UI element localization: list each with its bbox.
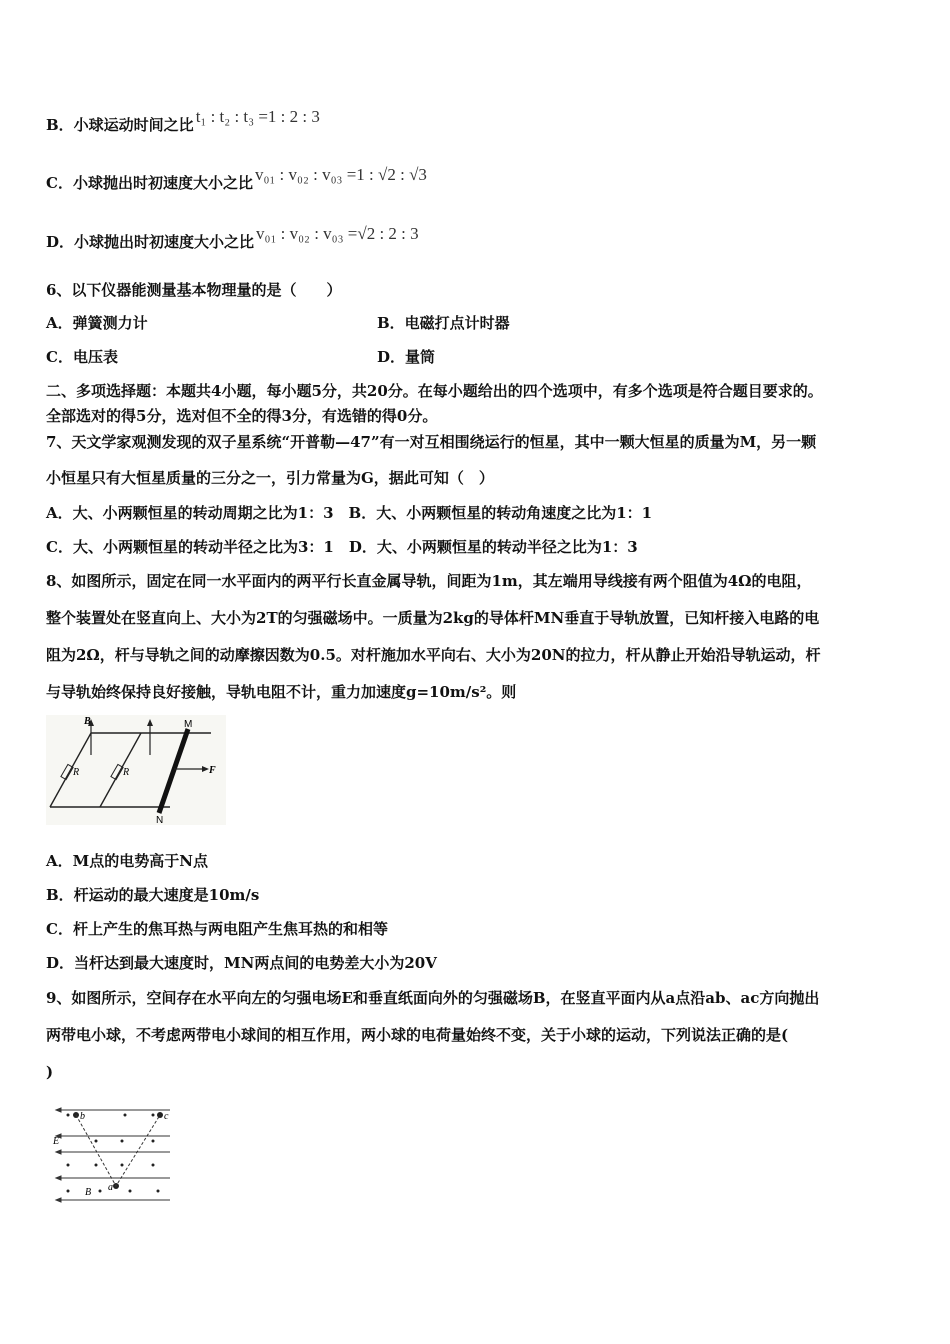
option-8a: A．M点的电势高于N点: [46, 852, 208, 870]
option-7cd: C．大、小两颗恒星的转动半径之比为3：1 D．大、小两颗恒星的转动半径之比为1：3: [46, 538, 638, 556]
option-text: B．小球运动时间之比: [46, 116, 194, 134]
field-label-b: B: [85, 1187, 92, 1198]
question-9-line1: 9、如图所示，空间存在水平向左的匀强电场E和垂直纸面向外的匀强磁场B，在竖直平面内从a点沿ab、ac方向抛出: [46, 989, 820, 1007]
option-8c: C．杆上产生的焦耳热与两电阻产生焦耳热的和相等: [46, 920, 388, 938]
question-8-line2: 整个装置处在竖直向上、大小为2T的匀强磁场中。一质量为2kg的导体杆MN垂直于导轨放置，已知杆接入电路的电: [46, 609, 820, 627]
point-label-a: a: [108, 1182, 113, 1193]
option-text: C．小球抛出时初速度大小之比: [46, 174, 253, 192]
option-6c: C．电压表: [46, 348, 118, 366]
figure-9-field-diagram: [50, 1100, 175, 1206]
option-6b: B．电磁打点计时器: [377, 314, 510, 332]
option-5c: [46, 165, 427, 193]
option-5d: [46, 224, 419, 252]
section-2-heading: 二、多项选择题：本题共4小题，每小题5分，共20分。在每小题给出的四个选项中，有多个选项是符合题目要求的。: [46, 382, 823, 400]
formula: v₀₁ : v₀₂ : v₀₃ =1 : √2 : √3: [254, 165, 427, 184]
option-6d: D．量筒: [377, 348, 436, 366]
option-8b: B．杆运动的最大速度是10m/s: [46, 886, 260, 904]
question-8-line3: 阻为2Ω，杆与导轨之间的动摩擦因数为0.5。对杆施加水平向右、大小为20N的拉力，杆从静止开始沿导轨运动，杆: [46, 646, 821, 664]
question-9-line3: ): [46, 1063, 54, 1081]
rod-label-n: N: [156, 815, 164, 825]
formula: v₀₁ : v₀₂ : v₀₃ =√2 : 2 : 3: [256, 224, 419, 243]
question-7-line1: 7、天文学家观测发现的双子星系统“开普勒—47”有一对互相围绕运行的恒星，其中一颗大恒星的质量为M，另一颗: [46, 433, 817, 451]
field-label-b: B: [84, 716, 91, 727]
resistor-label-1: R: [73, 767, 80, 778]
option-8d: D．当杆达到最大速度时，MN两点间的电势差大小为20V: [46, 954, 437, 972]
figure-8-rails-diagram: [46, 715, 226, 825]
field-label-e: E: [53, 1136, 60, 1147]
question-6: 6、以下仪器能测量基本物理量的是（ ）: [46, 281, 342, 299]
force-label-f: F: [209, 765, 216, 776]
formula: t₁ : t₂ : t₃ =1 : 2 : 3: [195, 107, 320, 126]
question-7-line2: 小恒星只有大恒星质量的三分之一，引力常量为G，据此可知（ ）: [46, 469, 494, 487]
point-label-b: b: [80, 1111, 85, 1122]
option-5b: [46, 107, 320, 135]
rod-label-m: M: [184, 719, 193, 730]
resistor-label-2: R: [123, 767, 130, 778]
option-6a: A．弹簧测力计: [46, 314, 148, 332]
section-2-heading-2: 全部选对的得5分，选对但不全的得3分，有选错的得0分。: [46, 407, 438, 425]
option-7ab: A．大、小两颗恒星的转动周期之比为1：3 B．大、小两颗恒星的转动角速度之比为1：1: [46, 504, 653, 522]
question-8-line4: 与导轨始终保持良好接触，导轨电阻不计，重力加速度g=10m/s²。则: [46, 683, 517, 701]
point-label-c: c: [164, 1111, 169, 1122]
option-text: D．小球抛出时初速度大小之比: [46, 233, 255, 251]
question-8-line1: 8、如图所示，固定在同一水平面内的两平行长直金属导轨，间距为1m，其左端用导线接有两个阻值为4Ω的电阻，: [46, 572, 812, 590]
question-9-line2: 两带电小球，不考虑两带电小球间的相互作用，两小球的电荷量始终不变，关于小球的运动，下列说法正确的是(: [46, 1026, 789, 1044]
